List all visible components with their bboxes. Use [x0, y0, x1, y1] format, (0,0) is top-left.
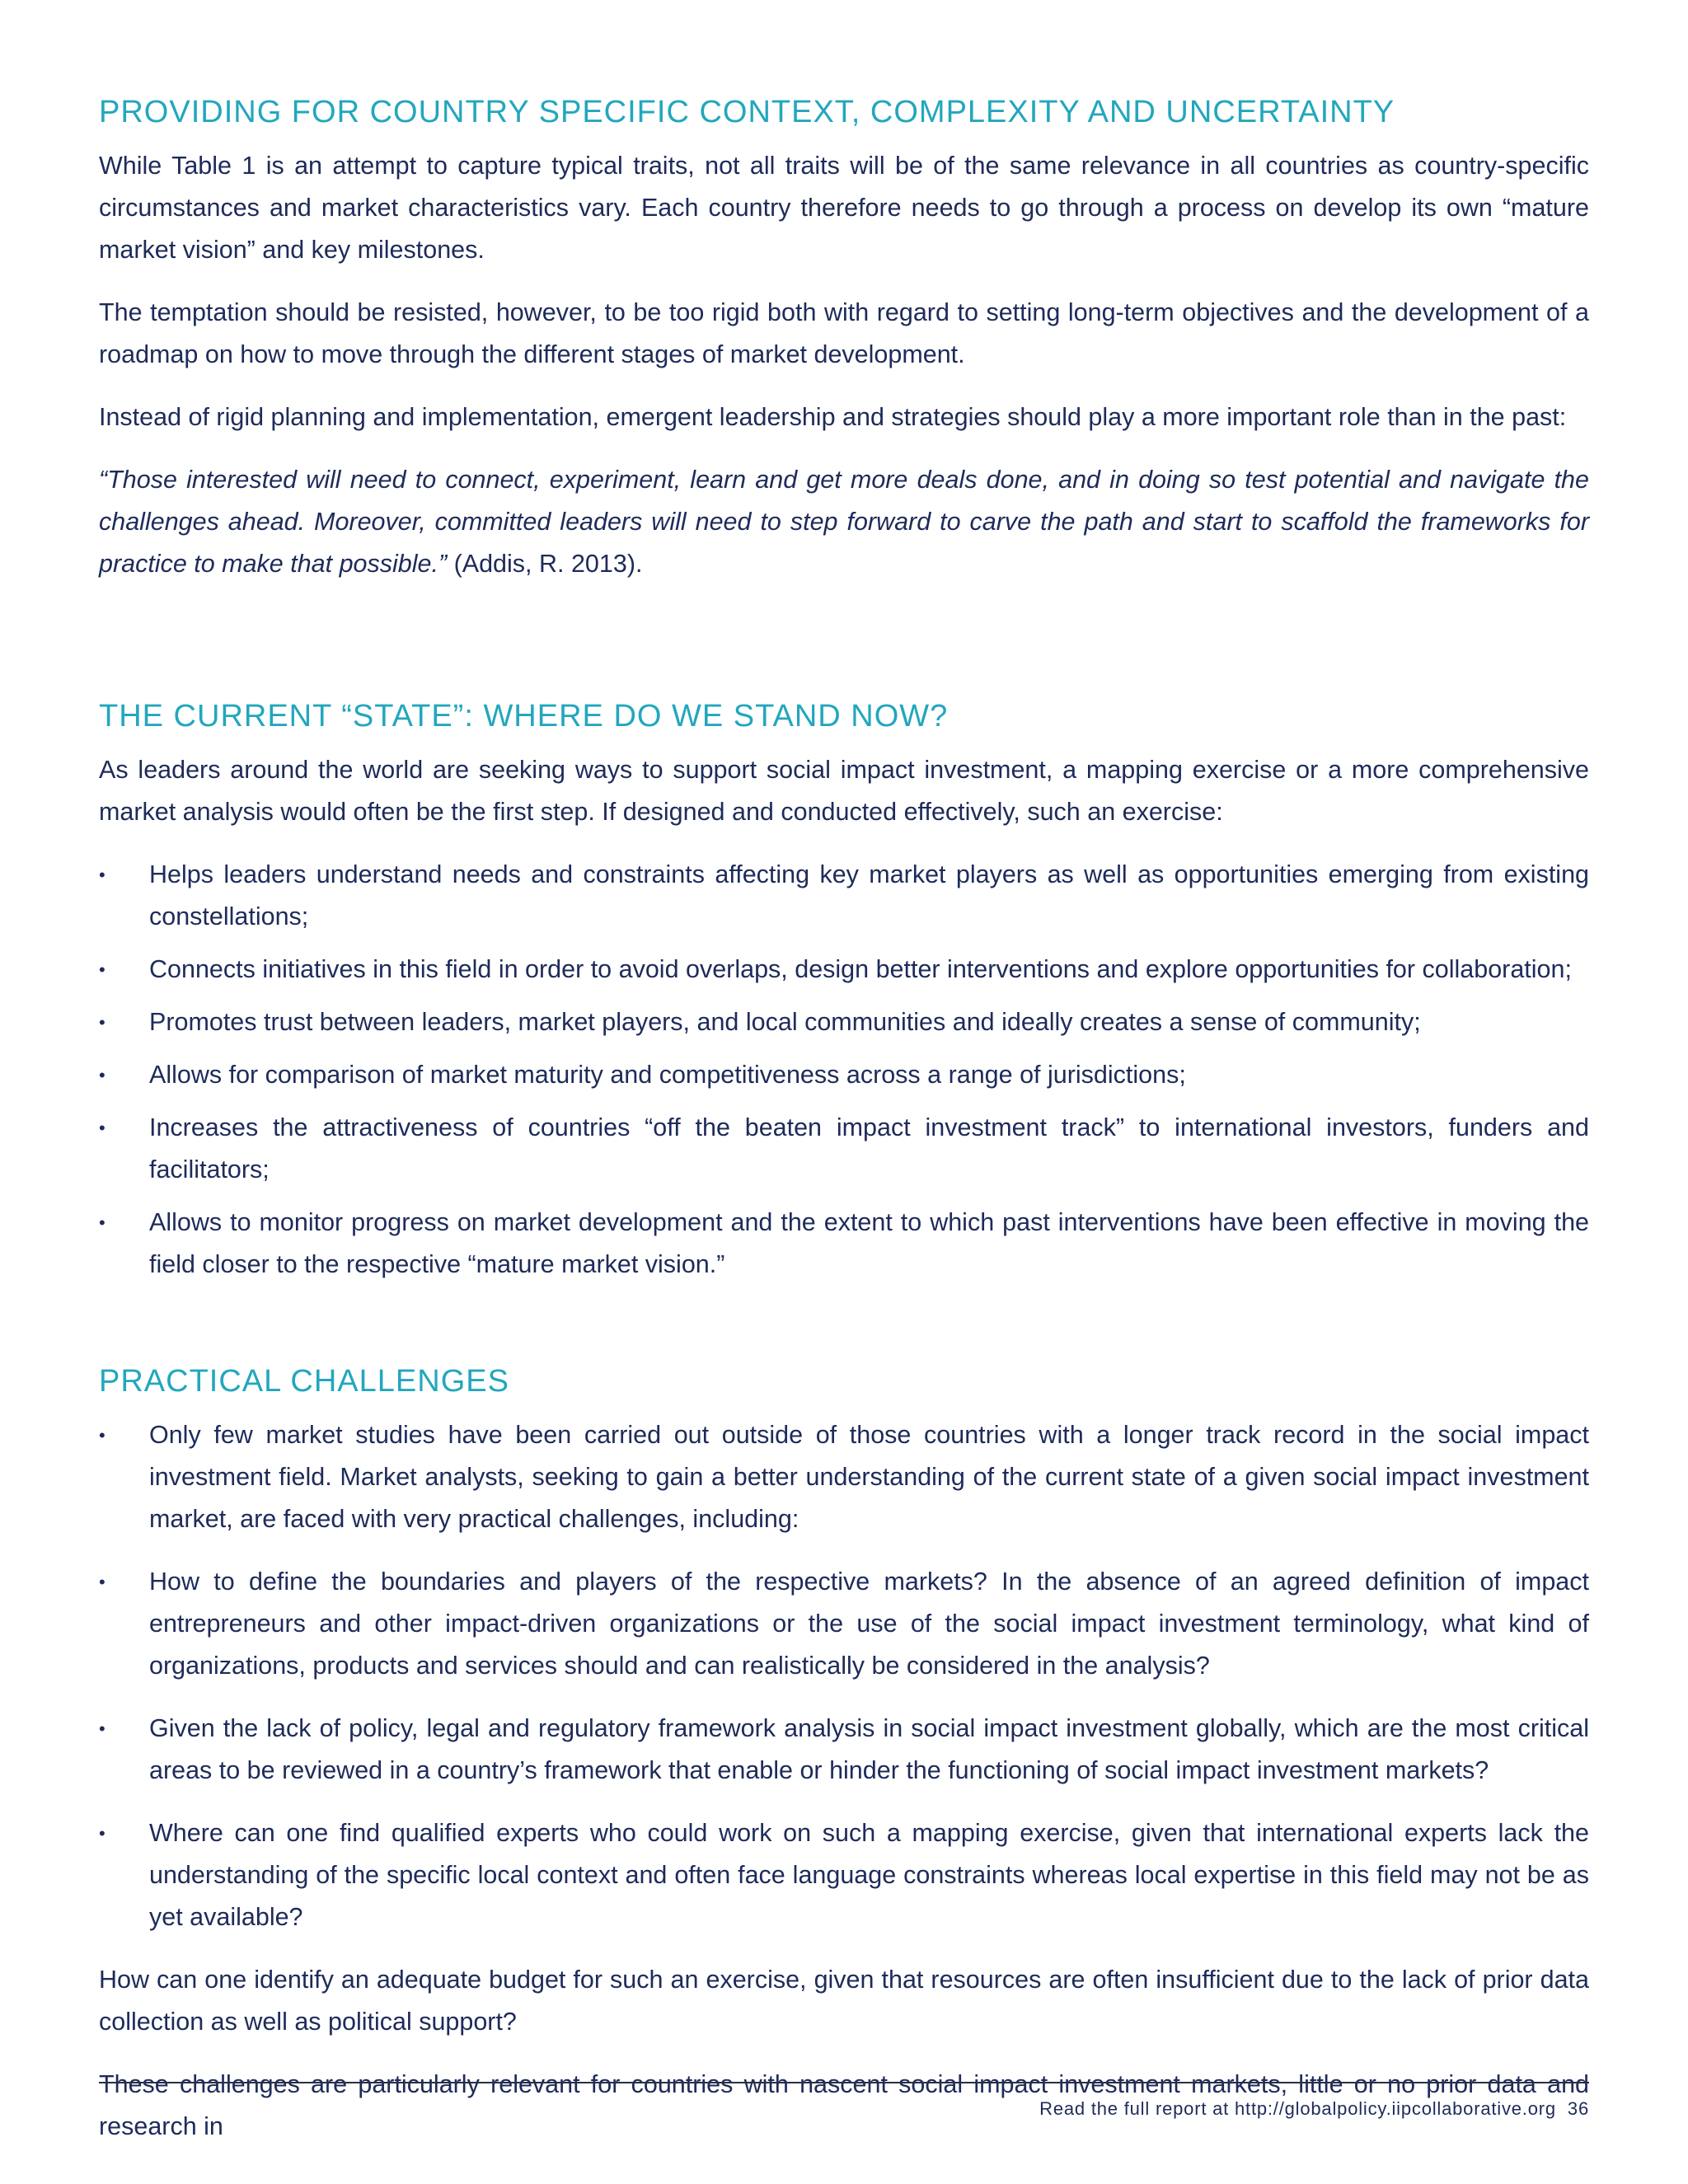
bullet-list [99, 854, 1589, 1286]
section-country-context [99, 91, 1589, 585]
list-item-text: Increases the attractiveness of countries “off the beaten impact investment track” to international investors, funders and facilitators; [149, 1113, 1589, 1183]
bullet-icon: • [99, 1823, 106, 1844]
paragraph: Instead of rigid planning and implementation, emergent leadership and strategies should play a more important role than in the past: [99, 403, 1567, 431]
paragraph: As leaders around the world are seeking ways to support social impact investment, a mapping exercise or a more comprehensive market analysis would often be the first step. If designed and conducted effectively, such an exercise: [99, 756, 1589, 826]
footer-divider [99, 2082, 1589, 2083]
section-heading: PRACTICAL CHALLENGES [99, 1364, 509, 1399]
list-item-text: Connects initiatives in this field in order to avoid overlaps, design better interventions and explore opportunities for collaboration; [149, 955, 1572, 983]
paragraph: These challenges are particularly relevant for countries with nascent social impact investment markets, little or no prior data and research in [99, 2070, 1589, 2140]
bullet-icon: • [99, 959, 106, 980]
list-item [99, 1202, 1589, 1286]
quote-citation: (Addis, R. 2013). [447, 550, 643, 578]
bullet-icon: • [99, 1718, 106, 1739]
section-heading: THE CURRENT “STATE”: WHERE DO WE STAND NOW? [99, 699, 949, 733]
paragraph: The temptation should be resisted, however, to be too rigid both with regard to setting long-term objectives and the development of a roadmap on how to move through the different stages of market development. [99, 298, 1589, 368]
paragraph: While Table 1 is an attempt to capture typical traits, not all traits will be of the same relevance in all countries as country-specific circumstances and market characteristics vary. Each country therefore needs to go through a process on develop its own “mature market vision” and key milestones. [99, 152, 1589, 264]
bullet-icon: • [99, 1425, 106, 1446]
footer [1039, 2098, 1589, 2120]
list-item [99, 1812, 1589, 1938]
list-item [99, 1107, 1589, 1191]
list-item-text: Helps leaders understand needs and constraints affecting key market players as well as opportunities emerging from existing constellations; [149, 860, 1589, 930]
bullet-list [99, 1414, 1589, 1938]
list-item-text: How to define the boundaries and players of the respective markets? In the absence of an agreed definition of impact entrepreneurs and other impact-driven organizations or the use of the social impact investment terminology, what kind of organizations, products and services should and can realistically be considered in the analysis? [149, 1568, 1589, 1680]
quote-paragraph [99, 459, 1589, 585]
list-item [99, 949, 1589, 991]
list-item-text: Promotes trust between leaders, market players, and local communities and ideally creates a sense of community; [149, 1008, 1421, 1036]
list-item-text: Only few market studies have been carried out outside of those countries with a longer track record in the social impact investment field. Market analysts, seeking to gain a better understanding of the current state of a given social impact investment market, are faced with very practical challenges, including: [149, 1421, 1589, 1533]
bullet-icon: • [99, 1118, 106, 1138]
list-item [99, 854, 1589, 938]
bullet-icon: • [99, 1065, 106, 1085]
footer-link-text[interactable]: Read the full report at http://globalpolicy.iipcollaborative.org [1039, 2098, 1556, 2119]
page-content [99, 91, 1589, 2168]
list-item [99, 1561, 1589, 1687]
list-item-text: Allows to monitor progress on market development and the extent to which past interventions have been effective in moving the field closer to the respective “mature market vision.” [149, 1208, 1589, 1278]
section-heading: PROVIDING FOR COUNTRY SPECIFIC CONTEXT, COMPLEXITY AND UNCERTAINTY [99, 95, 1395, 129]
list-item-text: Where can one find qualified experts who could work on such a mapping exercise, given that international experts lack the understanding of the specific local context and often face language constraints whereas local expertise in this field may not be as yet available? [149, 1819, 1589, 1931]
page-number: 36 [1567, 2098, 1589, 2119]
list-item [99, 1054, 1589, 1096]
bullet-icon: • [99, 1572, 106, 1592]
bullet-icon: • [99, 865, 106, 885]
list-item [99, 1414, 1589, 1540]
quote-text: “Those interested will need to connect, experiment, learn and get more deals done, and in doing so test potential and navigate the challenges ahead. Moreover, committed leaders will need to step forward to carve the path and start to scaffold the frameworks for practice to make that possible.” [99, 466, 1589, 578]
bullet-icon: • [99, 1012, 106, 1033]
list-item [99, 1001, 1589, 1043]
paragraph: How can one identify an adequate budget for such an exercise, given that resources are often insufficient due to the lack of prior data collection as well as political support? [99, 1966, 1589, 2036]
section-practical-challenges [99, 1360, 1589, 2148]
list-item [99, 1708, 1589, 1792]
bullet-icon: • [99, 1212, 106, 1233]
section-current-state [99, 695, 1589, 1286]
list-item-text: Given the lack of policy, legal and regulatory framework analysis in social impact investment globally, which are the most critical areas to be reviewed in a country’s framework that enable or hinder the functioning of social impact investment markets? [149, 1714, 1589, 1784]
list-item-text: Allows for comparison of market maturity and competitiveness across a range of jurisdictions; [149, 1061, 1186, 1089]
